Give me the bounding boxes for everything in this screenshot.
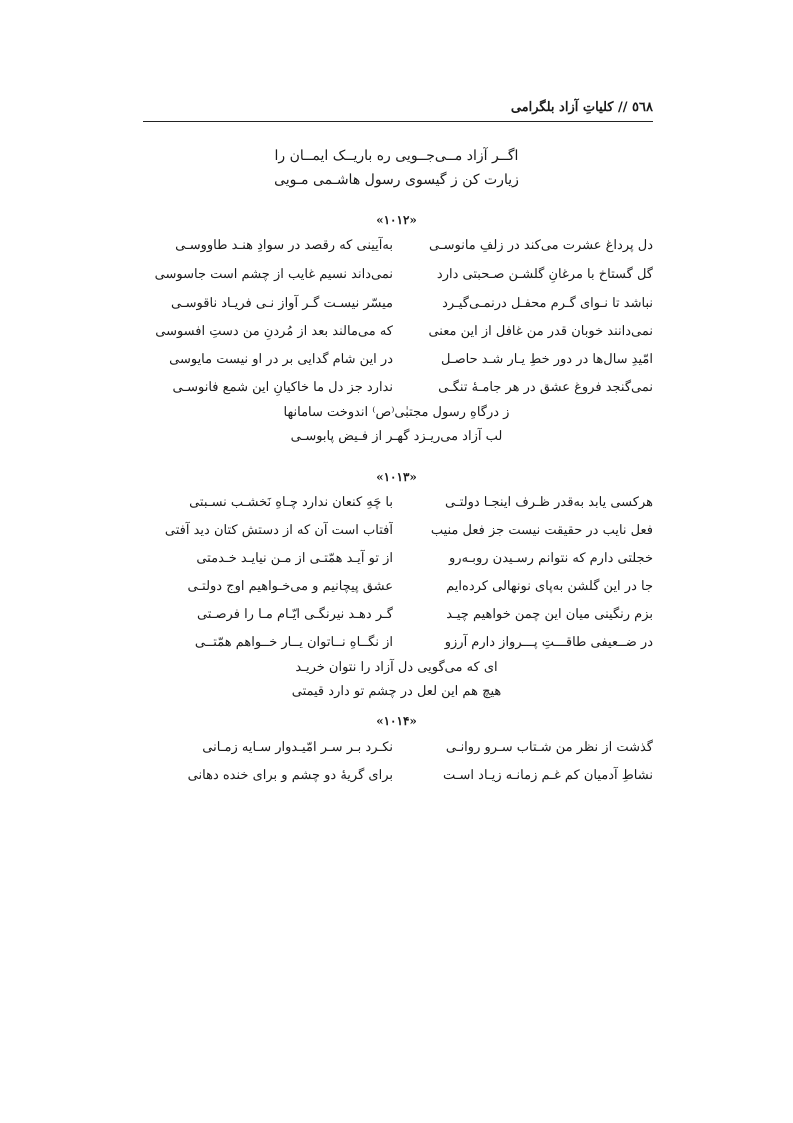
couplet (143, 631, 653, 655)
first-hemistich: جا در این گلشن به‌پای نونهالی کرده‌ایم (446, 579, 653, 594)
second-hemistich: به‌آیینی که رقصد در سوادِ هنـد طاووسـی (175, 238, 393, 253)
second-hemistich: نمی‌داند نسیم غایب از چشم است جاسوسی (154, 267, 393, 282)
second-hemistich: آفتاب است آن که از دستش کتان دید آفتی (164, 523, 393, 538)
second-hemistich: با چَهِ کنعان ندارد چـاهِ نَخشـب نسـبتی (189, 495, 393, 510)
second-hemistich: از نگــاهِ نــاتوان یــار خــواهم همّتــی (194, 635, 393, 650)
couplet (143, 491, 653, 515)
couplet (143, 547, 653, 571)
couplet (143, 348, 653, 372)
poem-number: «۱۰۱۳» (376, 470, 417, 484)
first-hemistich: نمی‌گنجد فروغ عشق در هر جامـهٔ تنگـی (438, 380, 653, 395)
second-hemistich: نکـرد بـر سـر امّیـدوار سـایه زمـانی (202, 740, 393, 755)
first-hemistich: در ضــعیفی طاقـــتِ پـــرواز دارم آرزو (444, 635, 653, 650)
hemistich: ز درگاهِ رسول مجتبٰی⁽ص⁾ اندوخت سامانها (283, 405, 510, 420)
couplet (143, 376, 653, 400)
second-hemistich: گـر دهـد نیرنگـی ایّـام مـا را فرصـتی (196, 607, 393, 622)
running-header (143, 96, 653, 120)
second-hemistich: میسّر نیسـت گـر آواز نـی فریـاد ناقوسـی (171, 296, 393, 311)
couplet (143, 519, 653, 543)
closing-couplet (0, 656, 793, 704)
couplet (143, 736, 653, 760)
closing-couplet (0, 401, 793, 449)
poem-number: «۱۰۱۴» (376, 714, 417, 728)
couplet (143, 603, 653, 627)
hemistich: لب آزاد می‌ریـزد گهـر از فـیض پابوسـی (290, 429, 503, 444)
hemistich: زیارت کن ز گیسوی رسول هاشـمی مـویی (274, 172, 519, 188)
couplet (143, 764, 653, 788)
poem-number: «۱۰۱۲» (376, 213, 417, 227)
couplet (143, 320, 653, 344)
first-hemistich: گل گستاخ با مرغانِ گلشـن صـحبتی دارد (436, 267, 653, 282)
couplet (143, 234, 653, 258)
page-label: ٥٦٨ // کلیاتِ آزاد بلگرامی (510, 100, 653, 115)
header-divider (143, 121, 653, 122)
first-hemistich: امّیدِ سال‌ها در دور خطِ یـار شـد حاصـل (440, 352, 653, 367)
couplet (143, 292, 653, 316)
hemistich: اگــر آزاد مــی‌جــویی ره باریــک ایمــان را (274, 148, 519, 164)
first-hemistich: نباشد تا نـوای گـرم محفـل درنمـی‌گیـرد (442, 296, 653, 311)
second-hemistich: ندارد جز دل ما خاکیانِ این شمع فانوسـی (172, 380, 393, 395)
second-hemistich: برای گریهٔ دو چشم و برای خنده دهانی (187, 768, 393, 783)
first-hemistich: خجلتی دارم که نتوانم رسـیدن روبـه‌رو (449, 551, 653, 566)
first-hemistich: نشاطِ آدمیان کم غـم زمانـه زیـاد اسـت (442, 768, 653, 783)
couplet (143, 575, 653, 599)
first-hemistich: نمی‌دانند خوبان قدر من غافل از این معنی (428, 324, 653, 339)
first-hemistich: گذشت از نظر من شـتاب سـرو روانـی (445, 740, 653, 755)
second-hemistich: از تو آیـد همّتـی از مـن نیایـد خـدمتی (196, 551, 393, 566)
hemistich: هیچ هم این لعل در چشم تو دارد قیمتی (291, 684, 502, 699)
couplet (143, 263, 653, 287)
second-hemistich: در این شام گدایی بر در او نیست مایوسی (169, 352, 393, 367)
second-hemistich: که می‌مالند بعد از مُردنِ من دستِ افسوسی (155, 324, 393, 339)
intro-couplet (0, 144, 793, 192)
second-hemistich: عشق پیچانیم و می‌خـواهیم اوج دولتـی (187, 579, 393, 594)
first-hemistich: هرکسی یابد به‌قدر ظـرف اینجـا دولتـی (445, 495, 653, 510)
first-hemistich: دل پرداغ عشرت می‌کند در زلفِ مانوسـی (428, 238, 653, 253)
first-hemistich: بزم رنگینی میان این چمن خواهیم چیـد (446, 607, 653, 622)
first-hemistich: فعل نایب در حقیقت نیست جز فعل منیب (430, 523, 653, 538)
hemistich: ای که می‌گویی دل آزاد را نتوان خریـد (295, 660, 498, 675)
